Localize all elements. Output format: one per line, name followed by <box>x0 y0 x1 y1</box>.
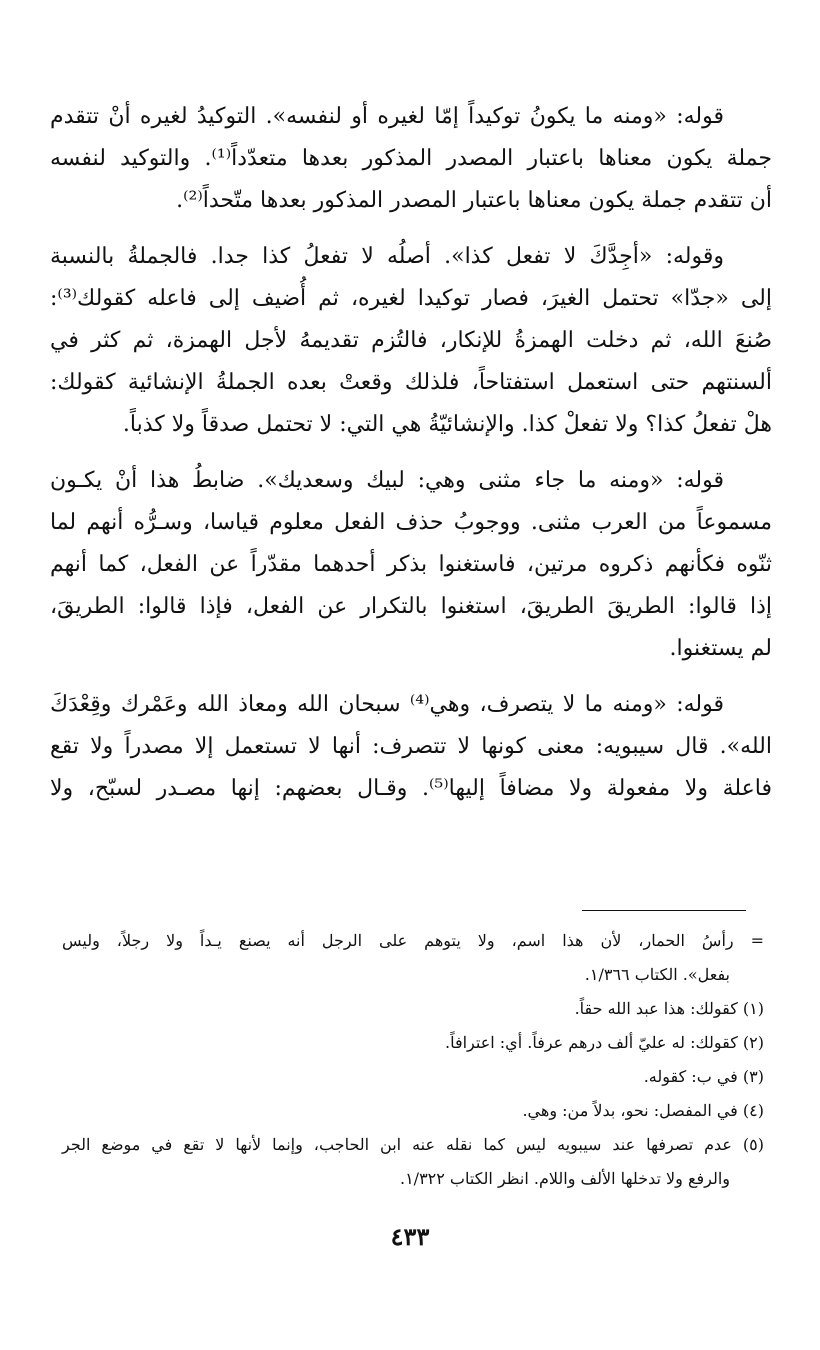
text-line: قوله: «ومنه ما لا يتصرف، وهي⁽⁴⁾ سبحان الله ومعاذ الله وعَمْرك وقِعْدَكَ <box>50 692 724 717</box>
page-number: ٤٣٣ <box>390 1222 430 1251</box>
text-line: جملة يكون معناها باعتبار المصدر المذكور بعدها متعدّداً⁽¹⁾. والتوكيد لنفسه <box>50 146 772 171</box>
text-line: فاعلة ولا مفعولة ولا مضافاً إليها⁽⁵⁾. وقـال بعضهم: إنها مصـدر لسبّح، ولا <box>50 776 773 801</box>
footnote-2: (٢) كقولك: له عليّ ألف درهم عرفاً. أي: اعترافاً. <box>445 1033 764 1052</box>
text-line: قوله: «ومنه ما جاء مثنى وهي: لبيك وسعديك». ضابطُ هذا أنْ يكـون <box>50 468 724 493</box>
paragraph-4 <box>50 684 772 810</box>
main-text <box>50 96 772 824</box>
paragraph-3 <box>50 460 772 670</box>
text-line: لم يستغنوا. <box>669 636 772 661</box>
footnote-continuation: بفعل». الكتاب ١/٣٦٦. <box>584 965 730 984</box>
text-line: ألسنتهم حتى استعمل استفتاحاً، فلذلك وقعتْ بعده الجملةُ الإنشائية كقولك: <box>50 370 772 395</box>
footnote-separator <box>582 910 746 911</box>
text-line: هلْ تفعلُ كذا؟ ولا تفعلْ كذا. والإنشائيّةُ هي التي: لا تحتمل صدقاً ولا كذباً. <box>122 412 772 437</box>
footnote-4: (٤) في المفصل: نحو، بدلاً من: وهي. <box>522 1101 764 1120</box>
text-line: ثنّوه فكأنهم ذكروه مرتين، فاستغنوا بذكر أحدهما مقدّراً عن الفعل، كما أنهم <box>50 552 772 577</box>
text-line: قوله: «ومنه ما يكونُ توكيداً إمّا لغيره أو لنفسه». التوكيدُ لغيره أنْ تتقدم <box>50 104 724 129</box>
text-line: الله». قال سيبويه: معنى كونها لا تتصرف: أنها لا تستعمل إلا مصدراً ولا تقع <box>50 734 772 759</box>
footnote-5: (٥) عدم تصرفها عند سيبويه ليس كما نقله عنه ابن الحاجب، وإنما لأنها لا تقع في موضع الجر <box>62 1135 764 1154</box>
text-line: مسموعاً من العرب مثنى. ووجوبُ حذف الفعل معلوم قياسا، وسـرُّه أنهم لما <box>50 510 772 535</box>
text-line: إذا قالوا: الطريقَ الطريقَ، استغنوا بالتكرار عن الفعل، فإذا قالوا: الطريقَ، <box>50 594 772 619</box>
footnote-3: (٣) في ب: كقوله. <box>643 1067 764 1086</box>
footnote-continuation: = رأسُ الحمار، لأن هذا اسم، ولا يتوهم على الرجل أنه يصنع يـداً ولا رجلاً، وليس <box>62 931 764 950</box>
text-line: إلى «جدّا» تحتمل الغيرَ، فصار توكيدا لغيره، ثم أُضيف إلى فاعله كقولك⁽³⁾: <box>50 286 772 311</box>
paragraph-1 <box>50 96 772 222</box>
text-line: وقوله: «أجِدَّكَ لا تفعل كذا». أصلُه لا تفعلُ كذا جدا. فالجملةُ بالنسبة <box>50 244 724 269</box>
text-line: أن تتقدم جملة يكون معناها باعتبار المصدر المذكور بعدها متّحداً⁽²⁾. <box>176 188 772 213</box>
footnote-5-continued: والرفع ولا تدخلها الألف واللام. انظر الكتاب ١/٣٢٢. <box>399 1169 730 1188</box>
paragraph-2 <box>50 236 772 446</box>
footnote-1: (١) كقولك: هذا عبد الله حقاً. <box>574 999 764 1018</box>
footnotes <box>62 924 764 1196</box>
text-line: صُنعَ الله، ثم دخلت الهمزةُ للإنكار، فالتُزم تقديمهُ لأجل الهمزة، ثم كثر في <box>50 328 772 353</box>
